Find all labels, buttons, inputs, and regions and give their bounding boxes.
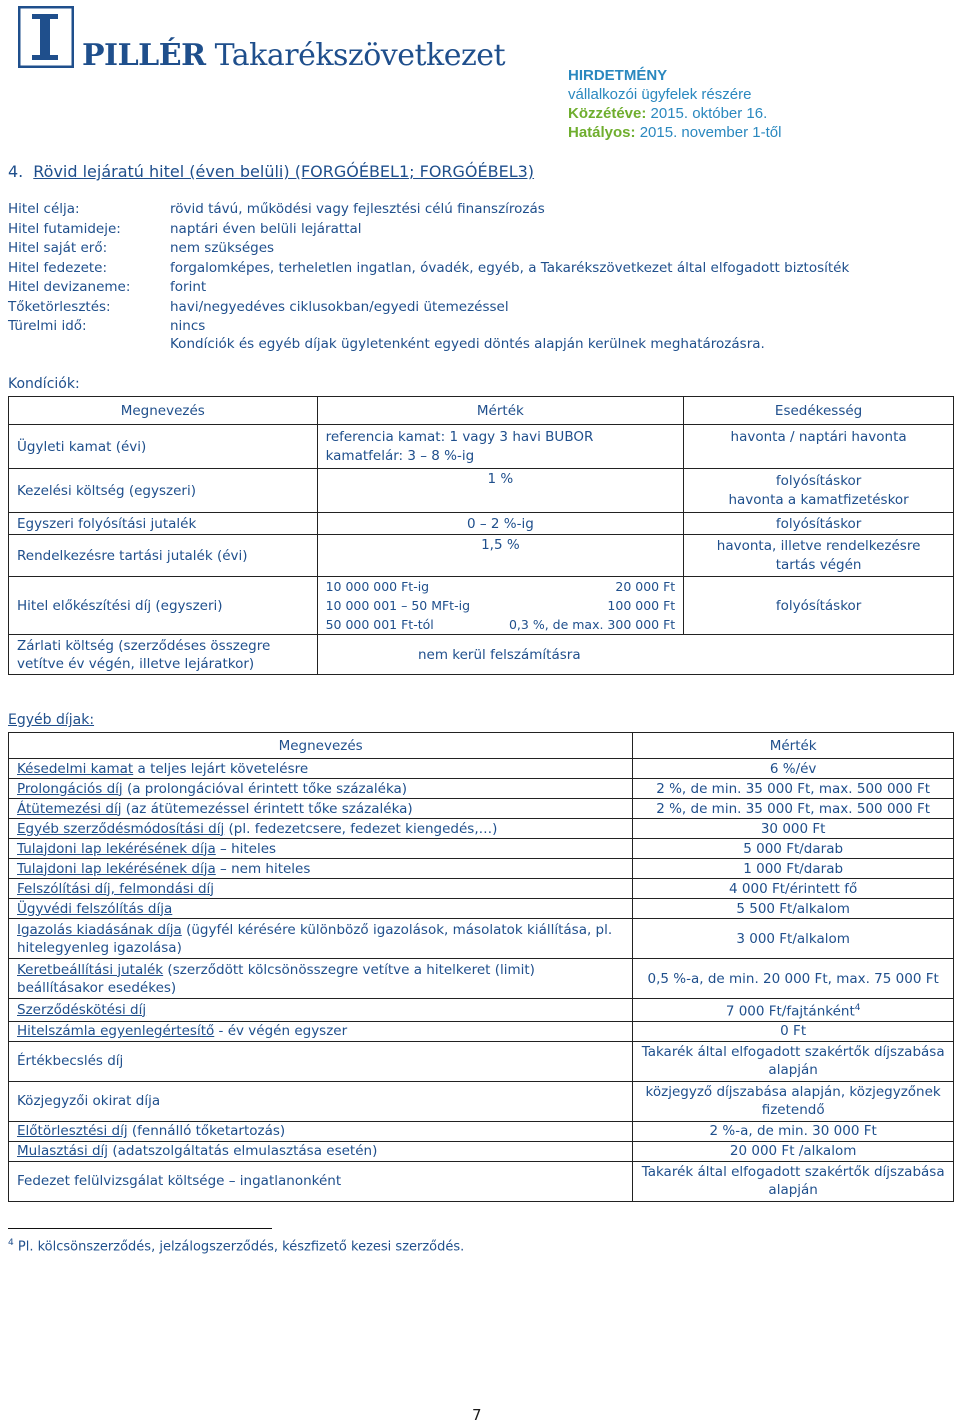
- row-measure: 0 – 2 %-ig: [317, 513, 684, 535]
- due-line-2: tartás végén: [775, 556, 862, 573]
- fee-value: 20 000 Ft /alkalom: [633, 1141, 954, 1161]
- info-value: rövid távú, működési vagy fejlesztési célú finanszírozás: [170, 201, 545, 217]
- fee-name-rest: (adatszolgáltatás elmulasztása esetén): [108, 1143, 378, 1159]
- fee-value: 4 000 Ft/érintett fő: [633, 879, 954, 899]
- fee-name-bold: Közjegyzői okirat díja: [17, 1093, 161, 1109]
- row-measure: 1,5 %: [317, 535, 684, 577]
- table-row: [9, 635, 954, 675]
- due-line-1: folyósításkor: [775, 472, 862, 489]
- fee-name: [9, 919, 633, 959]
- row-name: [9, 635, 318, 675]
- table-row: [9, 469, 954, 513]
- row-name: Egyszeri folyósítási jutalék: [9, 513, 318, 535]
- fee-name: [9, 899, 633, 919]
- fee-value: 2 %-a, de min. 30 000 Ft: [633, 1121, 954, 1141]
- table-row: [9, 959, 954, 999]
- fee-value: 2 %, de min. 35 000 Ft, max. 500 000 Ft: [633, 779, 954, 799]
- info-key: Hitel devizaneme:: [8, 279, 131, 295]
- footnote-mark: 4: [8, 1238, 14, 1248]
- table-row: [9, 425, 954, 469]
- fee-name-bold: Ügyvédi felszólítás díja: [17, 900, 173, 917]
- due-line-2: havonta a kamatfizetéskor: [728, 491, 909, 508]
- row-name: Ügyleti kamat (évi): [9, 425, 318, 469]
- fees-table: [8, 732, 954, 1202]
- fee-name-bold: Felszólítási díj, felmondási díj: [17, 880, 215, 897]
- closing-cost-label: Zárlati költség: [17, 637, 114, 654]
- notice-block: [568, 66, 781, 142]
- fee-name-rest: – nem hiteles: [215, 860, 311, 877]
- tier-range: 10 000 000 Ft-ig: [325, 579, 430, 594]
- fee-name-bold: Hitelszámla egyenlegértesítő: [17, 1023, 215, 1039]
- info-key: Türelmi idő:: [8, 318, 87, 334]
- fee-value: 5 000 Ft/darab: [633, 839, 954, 859]
- row-measure: [317, 577, 684, 635]
- fee-name-bold: Egyéb szerződésmódosítási díj: [17, 820, 225, 837]
- row-due: havonta / naptári havonta: [684, 425, 954, 469]
- tier-row: [326, 596, 676, 615]
- interest-reference: referencia kamat: 1 vagy 3 havi BUBOR: [325, 428, 594, 445]
- tier-range: 50 000 001 Ft-tól: [325, 617, 434, 632]
- info-note: Kondíciók és egyéb díjak ügyletenként egyedi döntés alapján kerülnek meghatározásra.: [170, 336, 765, 352]
- fee-name-bold: Keretbeállítási jutalék: [17, 961, 164, 978]
- table-header-row: [9, 733, 954, 759]
- fee-name-rest: (az átütemezéssel érintett tőke százaléka): [121, 800, 413, 817]
- table-row: [9, 513, 954, 535]
- effective-value: 2015. november 1-től: [635, 124, 782, 141]
- info-row: [8, 259, 948, 279]
- notice-published: [568, 104, 781, 123]
- table-row: [9, 1141, 954, 1161]
- table-row: [9, 1081, 954, 1121]
- fee-value: Takarék által elfogadott szakértők díjszabása alapján: [633, 1161, 954, 1201]
- tier-range: 10 000 001 – 50 MFt-ig: [325, 598, 471, 613]
- table-row: [9, 759, 954, 779]
- fee-name-bold: Átütemezési díj: [17, 800, 122, 817]
- notice-subtitle: vállalkozói ügyfelek részére: [568, 86, 752, 103]
- header-name: Megnevezés: [9, 397, 318, 425]
- header-name: Megnevezés: [9, 733, 633, 759]
- fee-name-bold: Késedelmi kamat: [17, 760, 134, 777]
- fee-value: 30 000 Ft: [633, 819, 954, 839]
- row-measure: nem kerül felszámításra: [317, 635, 953, 675]
- page-number: 7: [472, 1406, 482, 1424]
- fee-value: közjegyző díjszabása alapján, közjegyzőnek fizetendő: [633, 1081, 954, 1121]
- info-value: nincs: [170, 318, 206, 334]
- fee-name-rest: (fennálló tőketartozás): [127, 1123, 286, 1139]
- fee-name: [9, 1081, 633, 1121]
- effective-label: Hatályos:: [568, 124, 636, 141]
- fee-name-bold: Előtörlesztési díj: [17, 1123, 128, 1139]
- row-due: [684, 469, 954, 513]
- header-due: Esedékesség: [684, 397, 954, 425]
- row-name: Rendelkezésre tartási jutalék (évi): [9, 535, 318, 577]
- info-row: [8, 278, 948, 298]
- header-measure: Mérték: [317, 397, 684, 425]
- fee-name: [9, 839, 633, 859]
- interest-margin: kamatfelár: 3 – 8 %-ig: [325, 447, 475, 464]
- fee-name: [9, 1041, 633, 1081]
- notice-title: HIRDETMÉNY: [568, 67, 668, 84]
- table-row: [9, 819, 954, 839]
- table-row: [9, 1121, 954, 1141]
- published-value: 2015. október 16.: [646, 105, 768, 122]
- table-row: [9, 577, 954, 635]
- fee-name-bold: Igazolás kiadásának díja: [17, 921, 182, 938]
- tier-fee: 0,3 %, de max. 300 000 Ft: [508, 617, 676, 632]
- table-header-row: [9, 397, 954, 425]
- notice-effective: [568, 123, 781, 142]
- tier-fee: 20 000 Ft: [615, 579, 676, 594]
- tier-row: [326, 577, 676, 596]
- table-row: [9, 1161, 954, 1201]
- fee-name: [9, 799, 633, 819]
- info-row: [8, 298, 948, 318]
- published-label: Közzétéve:: [568, 105, 647, 122]
- conditions-table: [8, 396, 954, 675]
- info-key: Hitel célja:: [8, 201, 80, 217]
- section-number: 4.: [8, 162, 24, 181]
- fee-name-rest: (szerződött kölcsönösszegre vetítve a hitelkeret (limit) beállításakor esedékes): [17, 961, 535, 996]
- row-due: [684, 535, 954, 577]
- info-key: Hitel saját erő:: [8, 240, 108, 256]
- loan-info-list: [8, 200, 948, 337]
- table-row: [9, 799, 954, 819]
- fee-name-rest: (ügyfél kérésére különböző igazolások, másolatok kiállítása, pl. hitelegyenleg igazolása): [17, 921, 613, 956]
- fee-value: 6 %/év: [633, 759, 954, 779]
- fee-value-text: 7 000 Ft/fajtánként: [725, 1003, 855, 1020]
- fee-name: [9, 879, 633, 899]
- table-row: [9, 879, 954, 899]
- table-row: [9, 919, 954, 959]
- fee-name-bold: Tulajdoni lap lekérésének díja: [17, 860, 216, 877]
- closing-cost-desc: (szerződéses összegre vetítve év végén, illetve lejáratkor): [17, 637, 271, 672]
- logo-rest: Takarékszövetkezet: [205, 38, 506, 73]
- fee-name-rest: (a prolongációval érintett tőke százaléka): [122, 780, 408, 797]
- fee-value: Takarék által elfogadott szakértők díjszabása alapján: [633, 1041, 954, 1081]
- table-row: [9, 1021, 954, 1041]
- info-value: naptári éven belüli lejárattal: [170, 220, 362, 237]
- logo-mark-icon: [18, 6, 74, 68]
- fees-title: Egyéb díjak:: [8, 712, 95, 728]
- fee-name-bold: Prolongációs díj: [17, 780, 123, 797]
- header-measure: Mérték: [633, 733, 954, 759]
- info-value: forint: [170, 279, 207, 295]
- row-measure: [317, 425, 684, 469]
- fee-value: 0,5 %-a, de min. 20 000 Ft, max. 75 000 Ft: [633, 959, 954, 999]
- table-row: [9, 839, 954, 859]
- footnote: [8, 1238, 464, 1254]
- tier-fee: 100 000 Ft: [607, 598, 676, 613]
- table-row: [9, 535, 954, 577]
- info-value: nem szükséges: [170, 240, 275, 256]
- info-key: Hitel futamideje:: [8, 220, 121, 237]
- fee-name-rest: - év végén egyszer: [214, 1023, 348, 1039]
- info-row: [8, 239, 948, 259]
- info-value: havi/negyedéves ciklusokban/egyedi ütemezéssel: [170, 298, 509, 315]
- row-due: folyósításkor: [684, 577, 954, 635]
- conditions-title: Kondíciók:: [8, 376, 80, 392]
- fee-name-bold: Szerződéskötési díj: [17, 1001, 147, 1018]
- fee-value: 2 %, de min. 35 000 Ft, max. 500 000 Ft: [633, 799, 954, 819]
- fee-name: [9, 779, 633, 799]
- info-row: [8, 220, 948, 240]
- fee-name: [9, 1021, 633, 1041]
- info-key: Tőketörlesztés:: [8, 298, 111, 315]
- fee-name-rest: a teljes lejárt követelésre: [133, 760, 309, 777]
- fee-name-bold: Tulajdoni lap lekérésének díja: [17, 840, 216, 857]
- table-row: [9, 1041, 954, 1081]
- fee-name-bold: Értékbecslés díj: [17, 1053, 124, 1069]
- logo-text: [82, 38, 505, 73]
- fee-value: 0 Ft: [633, 1021, 954, 1041]
- fee-name: [9, 1121, 633, 1141]
- fee-value: 3 000 Ft/alkalom: [633, 919, 954, 959]
- info-key: Hitel fedezete:: [8, 259, 108, 276]
- table-row: [9, 859, 954, 879]
- due-line-1: havonta, illetve rendelkezésre: [716, 537, 921, 554]
- fee-name-rest: – hiteles: [215, 840, 277, 857]
- fee-name-rest: – ingatlanonként: [224, 1173, 342, 1189]
- row-name: Kezelési költség (egyszeri): [9, 469, 318, 513]
- footnote-ref: 4: [854, 1003, 861, 1013]
- fee-name: [9, 859, 633, 879]
- fee-value: [633, 999, 954, 1022]
- section-title: [8, 162, 534, 181]
- fee-name-bold: Fedezet felülvizsgálat költsége: [17, 1173, 225, 1189]
- section-title-text: Rövid lejáratú hitel (éven belüli) (FORGÓÉBEL1; FORGÓÉBEL3): [33, 162, 535, 181]
- row-due: folyósításkor: [684, 513, 954, 535]
- row-measure: 1 %: [317, 469, 684, 513]
- fee-name: [9, 819, 633, 839]
- logo-brand: PILLÉR: [82, 38, 206, 73]
- tier-row: [326, 615, 676, 634]
- footnote-text: Pl. kölcsönszerződés, jelzálogszerződés, készfizető kezesi szerződés.: [13, 1239, 465, 1255]
- fee-name-bold: Mulasztási díj: [17, 1143, 109, 1159]
- fee-name: [9, 1161, 633, 1201]
- fee-name: [9, 759, 633, 779]
- fee-value: 1 000 Ft/darab: [633, 859, 954, 879]
- fee-name: [9, 1141, 633, 1161]
- info-row: [8, 317, 948, 337]
- row-name: Hitel előkészítési díj (egyszeri): [9, 577, 318, 635]
- table-row: [9, 899, 954, 919]
- fee-value: 5 500 Ft/alkalom: [633, 899, 954, 919]
- info-value: forgalomképes, terheletlen ingatlan, óvadék, egyéb, a Takarékszövetkezet által elfogadott biztosíték: [170, 259, 850, 276]
- footnote-divider: [8, 1228, 272, 1229]
- fee-name: [9, 959, 633, 999]
- info-row: [8, 200, 948, 220]
- table-row: [9, 999, 954, 1022]
- fee-name: [9, 999, 633, 1022]
- table-row: [9, 779, 954, 799]
- fee-name-rest: (pl. fedezetcsere, fedezet kiengedés,…): [224, 820, 498, 837]
